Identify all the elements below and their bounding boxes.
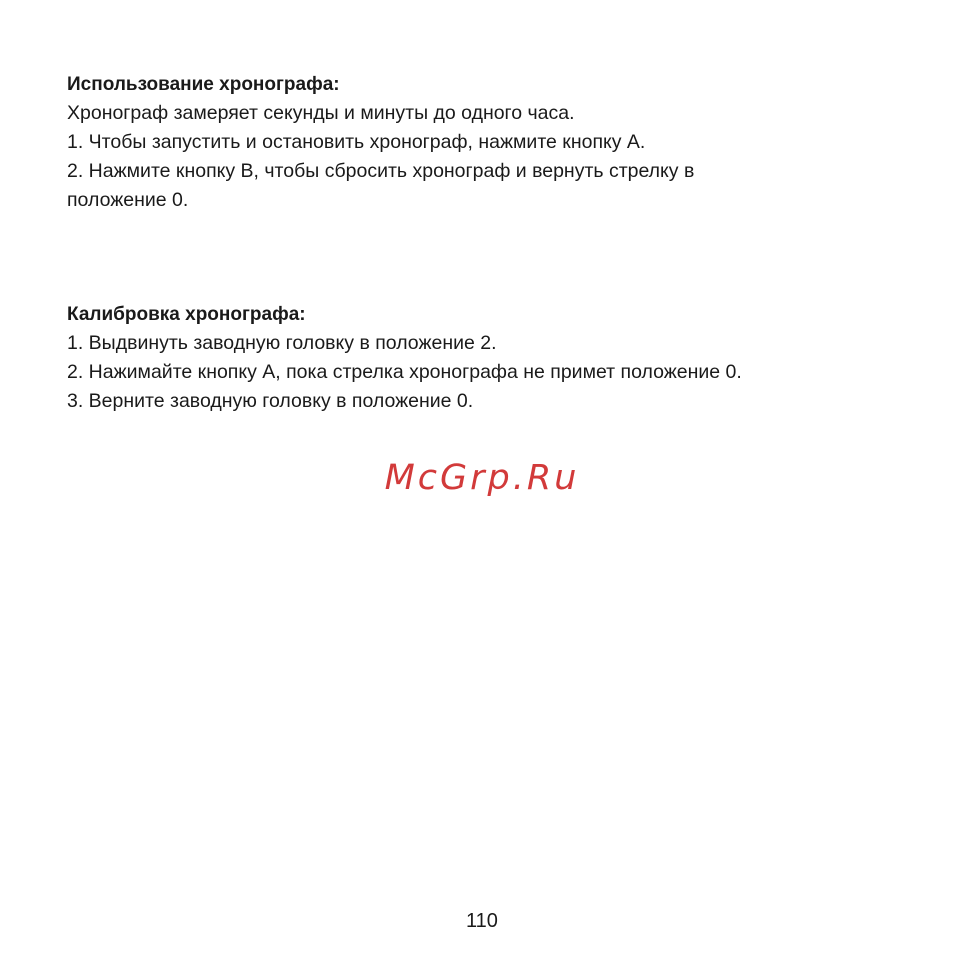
- text-line: 2. Нажимайте кнопку A, пока стрелка хронографа не примет положение 0.: [67, 361, 742, 383]
- text-line: положение 0.: [67, 189, 189, 211]
- section-heading: Использование хронографа:: [67, 74, 340, 95]
- text-line: 2. Нажмите кнопку B, чтобы сбросить хронограф и вернуть стрелку в: [67, 160, 695, 182]
- chronograph-usage-section: [67, 71, 927, 215]
- text-line: 1. Выдвинуть заводную головку в положение 2.: [67, 332, 497, 354]
- text-line: 3. Верните заводную головку в положение 0.: [67, 390, 474, 412]
- chronograph-calibration-section: [67, 301, 927, 416]
- text-line: 1. Чтобы запустить и остановить хронограф, нажмите кнопку A.: [67, 131, 646, 153]
- watermark: McGrp.Ru: [384, 458, 580, 498]
- section-heading: Калибровка хронографа:: [67, 304, 306, 325]
- text-line: Хронограф замеряет секунды и минуты до одного часа.: [67, 102, 575, 124]
- page-number: 110: [466, 910, 498, 932]
